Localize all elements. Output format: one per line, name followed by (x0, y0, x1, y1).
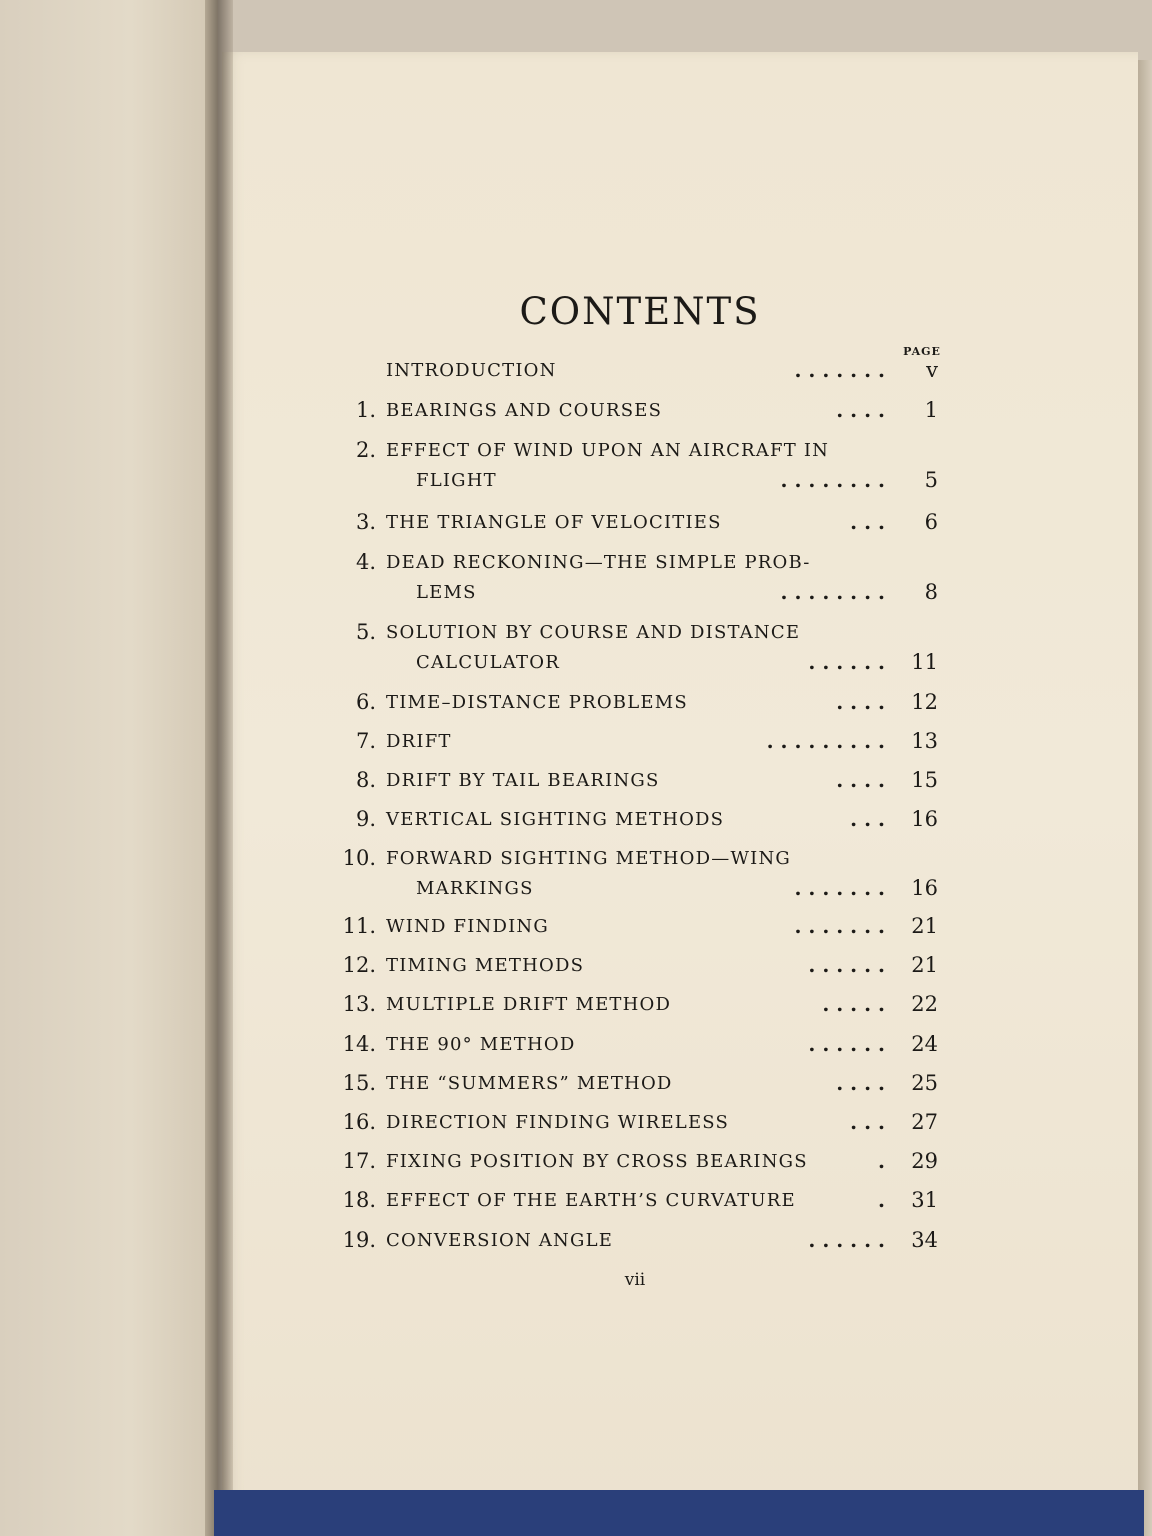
toc-entry-title: FLIGHT (416, 470, 497, 491)
book-cover-edge (214, 1490, 1144, 1536)
toc-leader-dots: . . . . . . . . (780, 580, 885, 604)
toc-entry-title: EFFECT OF WIND UPON AN AIRCRAFT IN (386, 440, 830, 461)
toc-page-number: 11 (911, 650, 938, 674)
toc-entry-title: SOLUTION BY COURSE AND DISTANCE (386, 622, 801, 643)
page-folio: vii (624, 1270, 646, 1290)
toc-leader-dots: . . . (850, 807, 885, 831)
toc-entry-title: MULTIPLE DRIFT METHOD (386, 994, 672, 1015)
toc-entry-number: 16. (342, 1110, 376, 1134)
toc-leader-dots: . (878, 1149, 885, 1173)
toc-entry-title: BEARINGS AND COURSES (386, 400, 663, 421)
toc-entry-title: DRIFT BY TAIL BEARINGS (386, 770, 660, 791)
toc-entry-title: TIME–DISTANCE PROBLEMS (386, 692, 688, 713)
page-column-label: PAGE (903, 345, 941, 358)
toc-entry-title: WIND FINDING (386, 916, 549, 937)
toc-entry-title: EFFECT OF THE EARTH’S CURVATURE (386, 1190, 796, 1211)
toc-entry (0, 1149, 1152, 1183)
toc-entry-number: 2. (355, 438, 376, 462)
toc-entry-number: 6. (355, 690, 376, 714)
toc-entry-number: 8. (355, 768, 376, 792)
toc-leader-dots: . . . . . . . . . (766, 729, 885, 753)
toc-entry-number: 1. (355, 398, 376, 422)
toc-entry (0, 1188, 1152, 1222)
toc-entry-title: CALCULATOR (416, 652, 560, 673)
toc-leader-dots: . . . . . . . (794, 876, 885, 900)
toc-entry (0, 846, 1152, 880)
toc-entry-number: 13. (342, 992, 376, 1016)
toc-entry (0, 876, 1152, 910)
toc-entry (0, 510, 1152, 544)
toc-page-number: 25 (911, 1071, 938, 1095)
toc-entry (0, 650, 1152, 684)
toc-entry-title: THE 90° METHOD (386, 1034, 576, 1055)
toc-entry-title: THE “SUMMERS” METHOD (386, 1073, 673, 1094)
toc-entry-number: 11. (342, 914, 376, 938)
toc-entry-number: 18. (342, 1188, 376, 1212)
toc-entry-number: 7. (355, 729, 376, 753)
toc-entry (0, 580, 1152, 614)
toc-entry (0, 398, 1152, 432)
toc-leader-dots: . (878, 1188, 885, 1212)
toc-entry (0, 807, 1152, 841)
toc-entry (0, 1110, 1152, 1144)
toc-page-number: 22 (911, 992, 938, 1016)
toc-page-number: 13 (911, 729, 938, 753)
toc-entry-number: 10. (342, 846, 376, 870)
toc-page-number: 1 (924, 398, 938, 422)
toc-leader-dots: . . . . . . . (794, 358, 885, 382)
toc-leader-dots: . . . (850, 1110, 885, 1134)
toc-page-number: 29 (911, 1149, 938, 1173)
toc-entry-title: DIRECTION FINDING WIRELESS (386, 1112, 730, 1133)
toc-entry-title: INTRODUCTION (386, 360, 557, 381)
toc-page-number: v (926, 358, 938, 382)
toc-page-number: 16 (911, 807, 938, 831)
page-title: CONTENTS (519, 290, 761, 333)
toc-entry-number: 15. (342, 1071, 376, 1095)
toc-page-number: 8 (924, 580, 938, 604)
toc-entry (0, 468, 1152, 502)
toc-entry (0, 358, 1152, 392)
toc-entry-title: MARKINGS (416, 878, 534, 899)
toc-entry-number: 17. (342, 1149, 376, 1173)
toc-leader-dots: . . . . . . . . (780, 468, 885, 492)
toc-entry (0, 1228, 1152, 1262)
toc-entry-title: DEAD RECKONING—THE SIMPLE PROB- (386, 552, 811, 573)
toc-leader-dots: . . . . . . (808, 1032, 885, 1056)
toc-entry-number: 9. (355, 807, 376, 831)
toc-entry (0, 550, 1152, 584)
toc-leader-dots: . . . . . . (808, 1228, 885, 1252)
toc-entry-number: 19. (342, 1228, 376, 1252)
toc-entry-number: 5. (355, 620, 376, 644)
toc-entry-number: 3. (355, 510, 376, 534)
toc-entry-title: DRIFT (386, 731, 452, 752)
toc-leader-dots: . . . . (836, 398, 885, 422)
toc-leader-dots: . . . . . . (808, 953, 885, 977)
toc-entry (0, 620, 1152, 654)
toc-entry (0, 1032, 1152, 1066)
toc-page-number: 21 (911, 953, 938, 977)
toc-leader-dots: . . . . . . . (794, 914, 885, 938)
toc-entry (0, 690, 1152, 724)
toc-entry-title: CONVERSION ANGLE (386, 1230, 614, 1251)
toc-entry (0, 914, 1152, 948)
toc-page-number: 16 (911, 876, 938, 900)
toc-page-number: 6 (924, 510, 938, 534)
toc-leader-dots: . . . . . . (808, 650, 885, 674)
toc-leader-dots: . . . . (836, 690, 885, 714)
toc-entry-title: FORWARD SIGHTING METHOD—WING (386, 848, 791, 869)
toc-entry-title: LEMS (416, 582, 477, 603)
toc-entry-title: VERTICAL SIGHTING METHODS (386, 809, 725, 830)
toc-entry (0, 768, 1152, 802)
toc-entry-title: TIMING METHODS (386, 955, 585, 976)
toc-entry (0, 953, 1152, 987)
toc-entry-number: 4. (355, 550, 376, 574)
toc-page-number: 31 (911, 1188, 938, 1212)
toc-entry (0, 729, 1152, 763)
toc-page-number: 15 (911, 768, 938, 792)
toc-page-number: 24 (911, 1032, 938, 1056)
toc-leader-dots: . . . . (836, 1071, 885, 1095)
toc-page-number: 27 (911, 1110, 938, 1134)
toc-entry-title: FIXING POSITION BY CROSS BEARINGS (386, 1151, 808, 1172)
toc-entry-number: 12. (342, 953, 376, 977)
toc-entry (0, 438, 1152, 472)
toc-page-number: 21 (911, 914, 938, 938)
toc-page-number: 34 (911, 1228, 938, 1252)
toc-leader-dots: . . . . (836, 768, 885, 792)
toc-entry (0, 1071, 1152, 1105)
toc-page-number: 5 (924, 468, 938, 492)
toc-entry (0, 992, 1152, 1026)
toc-page-number: 12 (911, 690, 938, 714)
toc-leader-dots: . . . (850, 510, 885, 534)
toc-entry-title: THE TRIANGLE OF VELOCITIES (386, 512, 722, 533)
toc-leader-dots: . . . . . (822, 992, 885, 1016)
toc-entry-number: 14. (342, 1032, 376, 1056)
